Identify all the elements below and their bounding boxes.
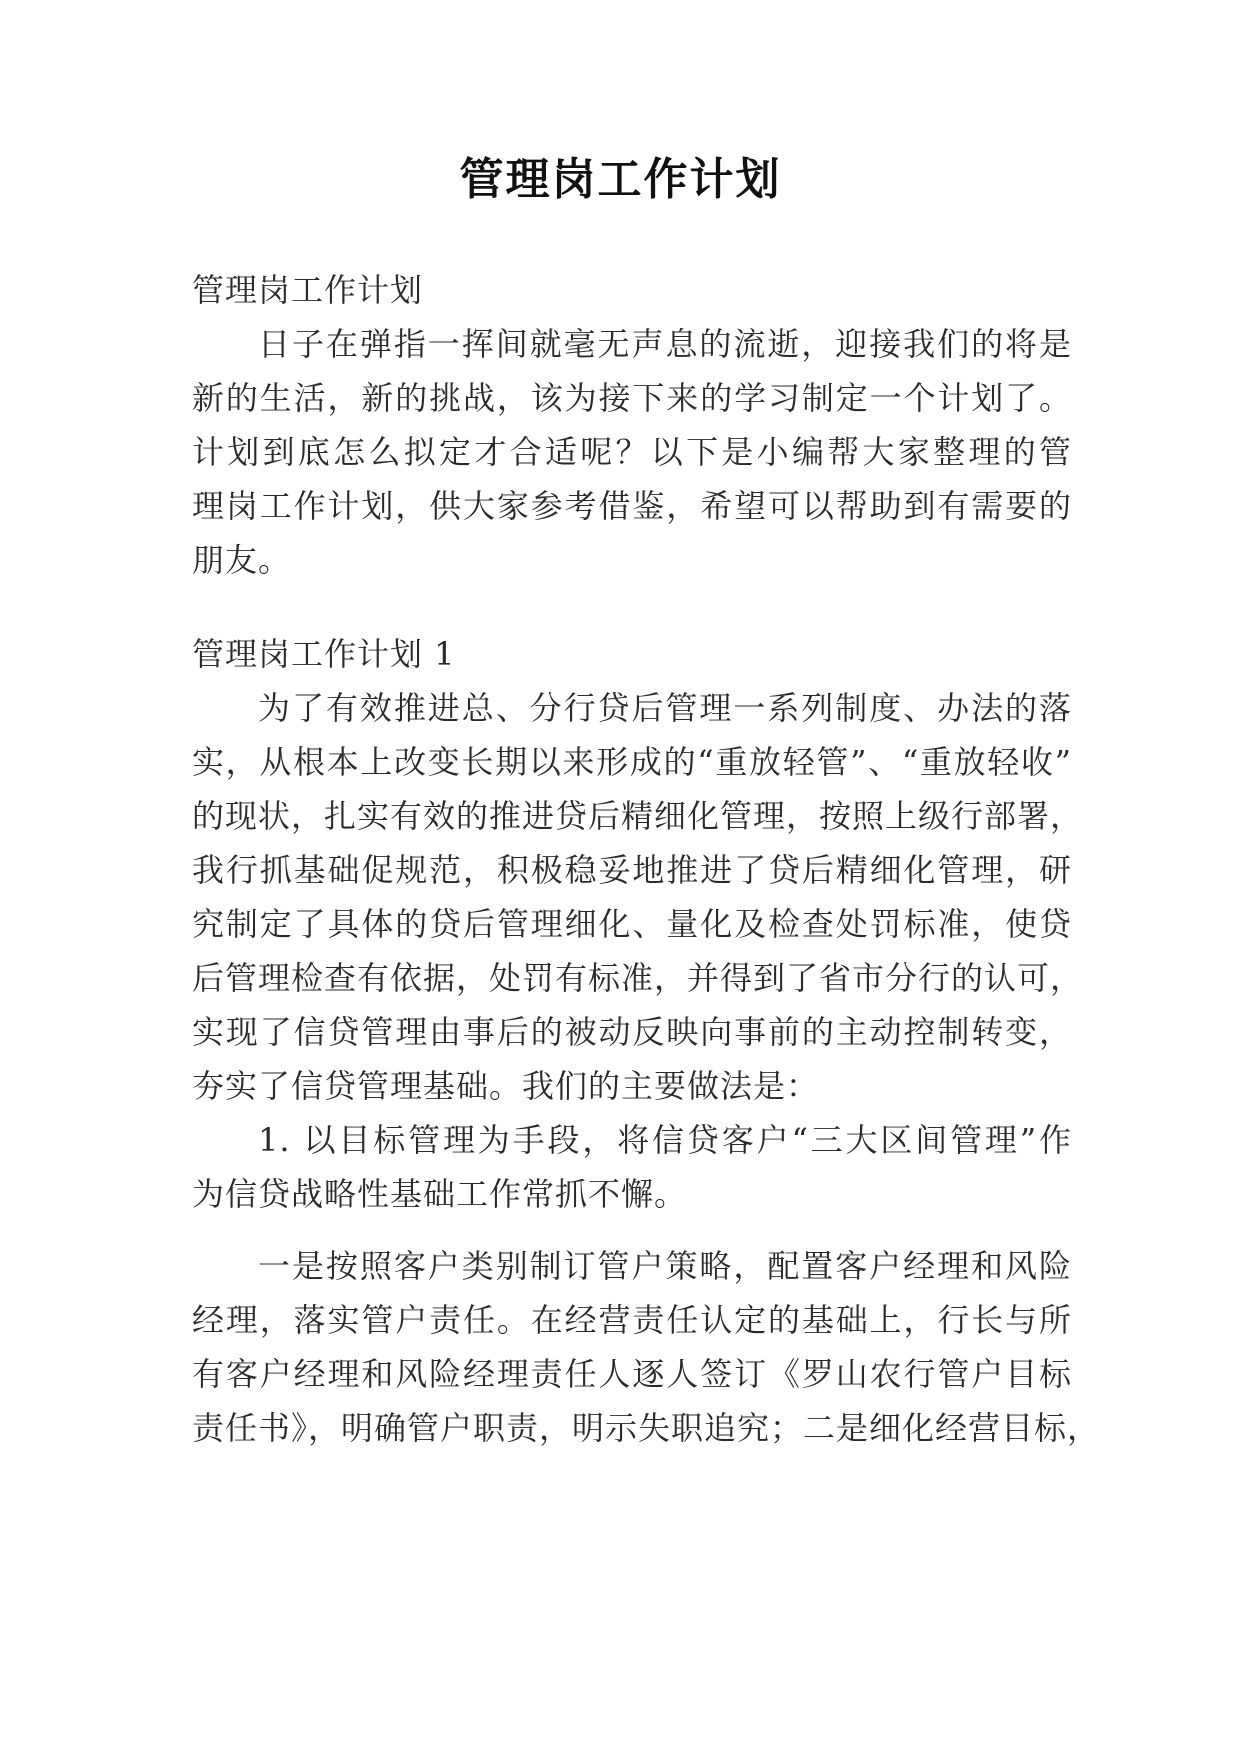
intro-line: 朋友。	[192, 541, 292, 579]
para2-line: 一是按照客户类别制订管户策略，配置客户经理和风险	[258, 1247, 1072, 1285]
section1-line: 究制定了具体的贷后管理细化、量化及检查处罚标准，使贷	[192, 905, 1072, 943]
para2-line: 经理，落实管户责任。在经营责任认定的基础上，行长与所	[192, 1301, 1072, 1339]
document-title: 管理岗工作计划	[459, 154, 782, 205]
intro-line: 计划到底怎么拟定才合适呢？以下是小编帮大家整理的管	[192, 433, 1072, 471]
section1-line: 实现了信贷管理由事后的被动反映向事前的主动控制转变，	[192, 1013, 1072, 1051]
point-line: 为信贷战略性基础工作常抓不懈。	[192, 1175, 688, 1213]
point-line: 1. 以目标管理为手段，将信贷客户“三大区间管理”作	[258, 1121, 1072, 1159]
intro-line: 新的生活，新的挑战，该为接下来的学习制定一个计划了。	[192, 379, 1072, 417]
intro-line: 日子在弹指一挥间就毫无声息的流逝，迎接我们的将是	[258, 325, 1072, 363]
section1-line: 实，从根本上改变长期以来形成的“重放轻管”、“重放轻收”	[192, 743, 1072, 781]
section1-line: 后管理检查有依据，处罚有标准，并得到了省市分行的认可，	[192, 959, 1084, 997]
section1-line: 夯实了信贷管理基础。我们的主要做法是：	[192, 1067, 820, 1105]
intro-line: 理岗工作计划，供大家参考借鉴，希望可以帮助到有需要的	[192, 487, 1072, 525]
section-heading: 管理岗工作计划 1	[192, 635, 456, 673]
section1-line: 我行抓基础促规范，积极稳妥地推进了贷后精细化管理，研	[192, 851, 1072, 889]
section1-line: 的现状，扎实有效的推进贷后精细化管理，按照上级行部署，	[192, 797, 1084, 835]
para2-line: 有客户经理和风险经理责任人逐人签订《罗山农行管户目标	[192, 1355, 1072, 1393]
document-subtitle: 管理岗工作计划	[192, 271, 424, 309]
section1-line: 为了有效推进总、分行贷后管理一系列制度、办法的落	[258, 689, 1072, 727]
para2-line: 责任书》，明确管户职责，明示失职追究；二是细化经营目标，	[192, 1409, 1101, 1447]
